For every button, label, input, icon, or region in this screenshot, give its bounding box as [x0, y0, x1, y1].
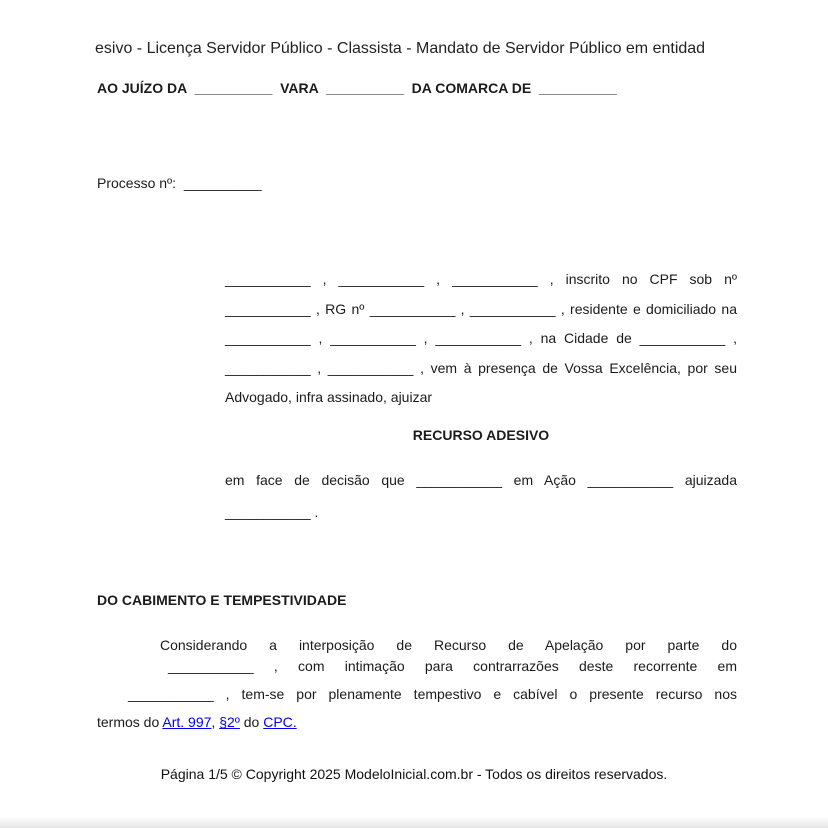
link-art-997[interactable]: Art. 997 — [162, 714, 212, 730]
cabimento-line-3: ___________ , tem-se por plenamente tempestivo e cabível o presente recurso nos — [128, 686, 737, 702]
cabimento-line-4-sep2: do — [239, 714, 264, 730]
process-number-line: Processo nº: __________ — [97, 175, 262, 191]
qualification-line-3: ___________ , ___________ , ___________ , na Cidade de ___________ , — [225, 330, 737, 346]
qualification-line-2: ___________ , RG nº ___________ , ___________ , residente e domiciliado na — [225, 300, 737, 317]
qualification-line-4: ___________ , ___________ , vem à presença de Vossa Excelência, por seu — [225, 359, 737, 376]
cabimento-line-4-text: termos do — [97, 714, 163, 730]
recourse-title: RECURSO ADESIVO — [412, 427, 550, 443]
decision-line-1: em face de decisão que ___________ em Ação ___________ ajuizada — [225, 472, 737, 488]
document-title: esivo - Licença Servidor Público - Classista - Mandato de Servidor Público em entidad — [95, 40, 706, 57]
decision-line-2: ___________ . — [225, 504, 319, 520]
cabimento-paragraph — [97, 637, 737, 737]
cabimento-line-2: ___________ , com intimação para contrarrazões deste recorrente em — [168, 658, 737, 674]
link-cpc[interactable]: CPC. — [263, 714, 297, 730]
cabimento-line-4-sep1: , — [211, 714, 220, 730]
page-footer: Página 1/5 © Copyright 2025 ModeloInicial.com.br - Todos os direitos reservados. — [160, 766, 668, 782]
cabimento-line-1: Considerando a interposição de Recurso de Apelação por parte do — [160, 637, 737, 653]
qualification-paragraph — [225, 265, 737, 413]
link-paragraph-2[interactable]: §2º — [219, 714, 240, 730]
qualification-line-1: ___________ , ___________ , ___________ , inscrito no CPF sob nº — [225, 271, 737, 287]
cabimento-line-4 — [97, 714, 737, 730]
page-bottom-shadow — [0, 816, 828, 828]
decision-paragraph — [225, 464, 737, 528]
court-heading: AO JUÍZO DA __________ VARA __________ DA COMARCA DE __________ — [97, 80, 617, 96]
section-heading-cabimento: DO CABIMENTO E TEMPESTIVIDADE — [97, 592, 347, 608]
qualification-line-5: Advogado, infra assinado, ajuizar — [225, 389, 433, 405]
